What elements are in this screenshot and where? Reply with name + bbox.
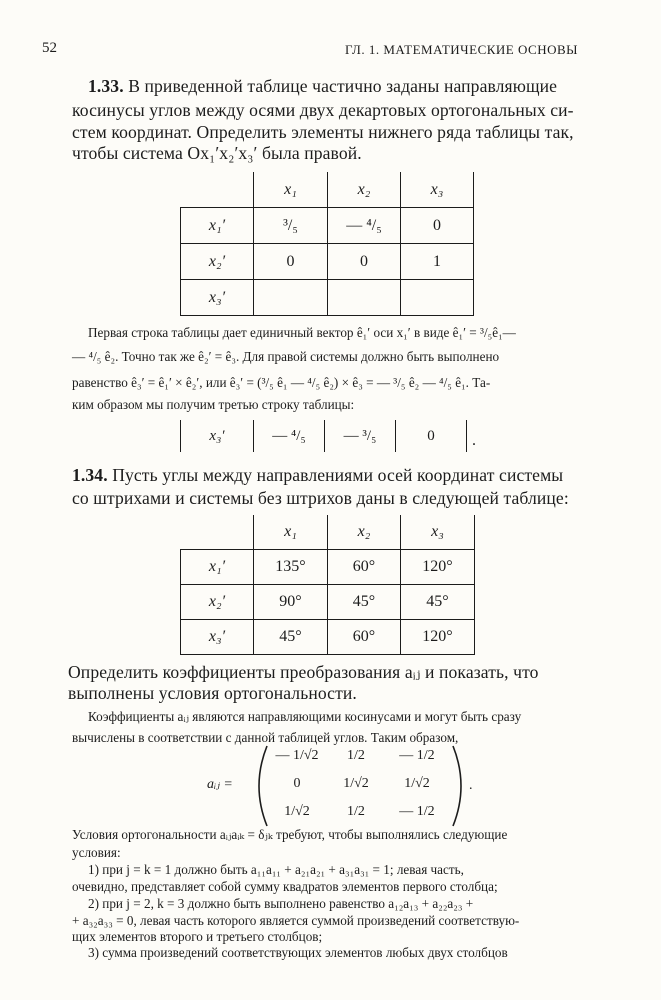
table-cell: 1 [401, 244, 474, 280]
table-cell [328, 280, 401, 316]
table-row [181, 550, 475, 585]
cosine-table [180, 172, 474, 316]
table-cell: 45° [328, 585, 401, 620]
problem-33-line-1: 1.33. В приведенной таблице частично заданы направляющие [88, 76, 558, 96]
conditions-line-3: 1) при j = k = 1 должно быть a₁₁a₁₁ + a₂₁a₂₁ + a₃₁a₃₁ = 1; левая часть, [88, 862, 464, 877]
matrix-cell: 0 [293, 776, 301, 791]
column-header: x₃ [401, 515, 475, 550]
table-cell: ³/₅ [254, 208, 328, 244]
table-cell [254, 280, 328, 316]
column-header: x₃ [401, 172, 474, 208]
matrix-cell: 1/2 [347, 748, 365, 763]
result-row-table [180, 420, 467, 452]
table-cell: 0 [401, 208, 474, 244]
conditions-line-6: + a₃₂a₃₃ = 0, левая часть которого является суммой произведений соответствую- [72, 913, 520, 928]
matrix-cell: — 1/2 [399, 748, 435, 763]
row-label: x₃′ [181, 280, 254, 316]
problem-34-line-1: 1.34. Пусть углы между направлениями осей координат системы [72, 465, 564, 485]
solution-33-line-1: Первая строка таблицы дает единичный вектор ê₁′ оси x₁′ в виде ê₁′ = ³/₅ê₁— [88, 325, 516, 340]
table-row [181, 420, 467, 452]
table-row [181, 620, 475, 655]
table-cell: 120° [401, 550, 475, 585]
solution-34-line-1: Коэффициенты aᵢⱼ являются направляющими косинусами и могут быть сразу [88, 709, 522, 724]
table-row [181, 244, 474, 280]
table-row [181, 585, 475, 620]
table-header-row [181, 515, 475, 550]
table-header-row [181, 172, 474, 208]
row-label: x₂′ [181, 585, 254, 620]
row-label: x₃′ [181, 620, 254, 655]
matrix-cell: 1/√2 [343, 776, 369, 791]
matrix-label: aᵢⱼ = [207, 777, 233, 792]
conditions-line-2: условия: [72, 845, 121, 860]
solution-33-line-2: — ⁴/₅ ê₂. Точно так же ê₂′ = ê₃. Для правой системы должно быть выполнено [72, 349, 500, 364]
problem-33-line-2: косинусы углов между осями двух декартовых ортогональных си- [72, 100, 574, 120]
solution-33-line-3: равенство ê₃′ = ê₁′ × ê₂′, или ê₃′ = (³/₅ ê₁ — ⁴/₅ ê₂) × ê₃ = — ³/₅ ê₂ — ⁴/₅ ê₁. Та- [72, 375, 491, 390]
solution-34-line-2: вычислены в соответствии с данной таблицей углов. Таким образом, [72, 730, 459, 745]
problem-34-number: 1.34. [72, 465, 108, 485]
column-header: x₂ [328, 172, 401, 208]
result-period: . [472, 432, 476, 449]
matrix-cell: 1/√2 [284, 804, 310, 819]
row-label: x₃′ [181, 420, 254, 452]
row-label: x₂′ [181, 244, 254, 280]
table-cell: 45° [401, 585, 475, 620]
table-cell [401, 280, 474, 316]
table-cell: — ⁴/₅ [254, 420, 325, 452]
table-cell: 60° [328, 550, 401, 585]
matrix-period: . [469, 778, 473, 793]
solution-33-line-4: ким образом мы получим третью строку таблицы: [72, 397, 355, 412]
matrix-cell: — 1/√2 [275, 748, 319, 763]
table-corner [181, 515, 254, 550]
page-number: 52 [42, 40, 57, 56]
problem-34-line-2: со штрихами и системы без штрихов даны в следующей таблице: [72, 488, 569, 508]
conditions-line-5: 2) при j = 2, k = 3 должно быть выполнено равенство a₁₂a₁₃ + a₂₂a₂₃ + [88, 896, 474, 911]
conditions-line-4: очевидно, представляет собой сумму квадратов элементов первого столбца; [72, 879, 498, 894]
table-cell: 0 [396, 420, 467, 452]
table-cell: — ³/₅ [325, 420, 396, 452]
table-cell: 90° [254, 585, 328, 620]
coefficient-matrix [207, 742, 477, 830]
table-row [181, 280, 474, 316]
table-row [181, 208, 474, 244]
conditions-line-8: 3) сумма произведений соответствующих элементов любых двух столбцов [88, 945, 508, 960]
problem-33-line-3: стем координат. Определить элементы нижнего ряда таблицы так, [72, 122, 574, 142]
matrix-cell: 1/2 [347, 804, 365, 819]
conditions-line-7: щих элементов второго и третьего столбцов; [72, 929, 323, 944]
table-cell: 120° [401, 620, 475, 655]
table-cell: 60° [328, 620, 401, 655]
table-corner [181, 172, 254, 208]
column-header: x₂ [328, 515, 401, 550]
angles-table [180, 515, 475, 655]
column-header: x₁ [254, 515, 328, 550]
problem-33-line-4: чтобы система Ox₁′x₂′x₃′ была правой. [72, 143, 362, 163]
table-cell: 135° [254, 550, 328, 585]
row-label: x₁′ [181, 208, 254, 244]
row-label: x₁′ [181, 550, 254, 585]
problem-34-task-line-2: выполнены условия ортогональности. [68, 683, 357, 703]
table-cell: 0 [328, 244, 401, 280]
running-header: ГЛ. 1. МАТЕМАТИЧЕСКИЕ ОСНОВЫ [345, 42, 578, 57]
conditions-line-1: Условия ортогональности aᵢⱼaᵢₖ = δⱼₖ требуют, чтобы выполнялись следующие [72, 827, 508, 842]
table-cell: 45° [254, 620, 328, 655]
column-header: x₁ [254, 172, 328, 208]
problem-33-number: 1.33. [88, 76, 124, 96]
table-cell: — ⁴/₅ [328, 208, 401, 244]
table-cell: 0 [254, 244, 328, 280]
matrix-cell: 1/√2 [404, 776, 430, 791]
problem-34-task-line-1: Определить коэффициенты преобразования aᵢⱼ и показать, что [68, 662, 539, 682]
matrix-cell: — 1/2 [399, 804, 435, 819]
